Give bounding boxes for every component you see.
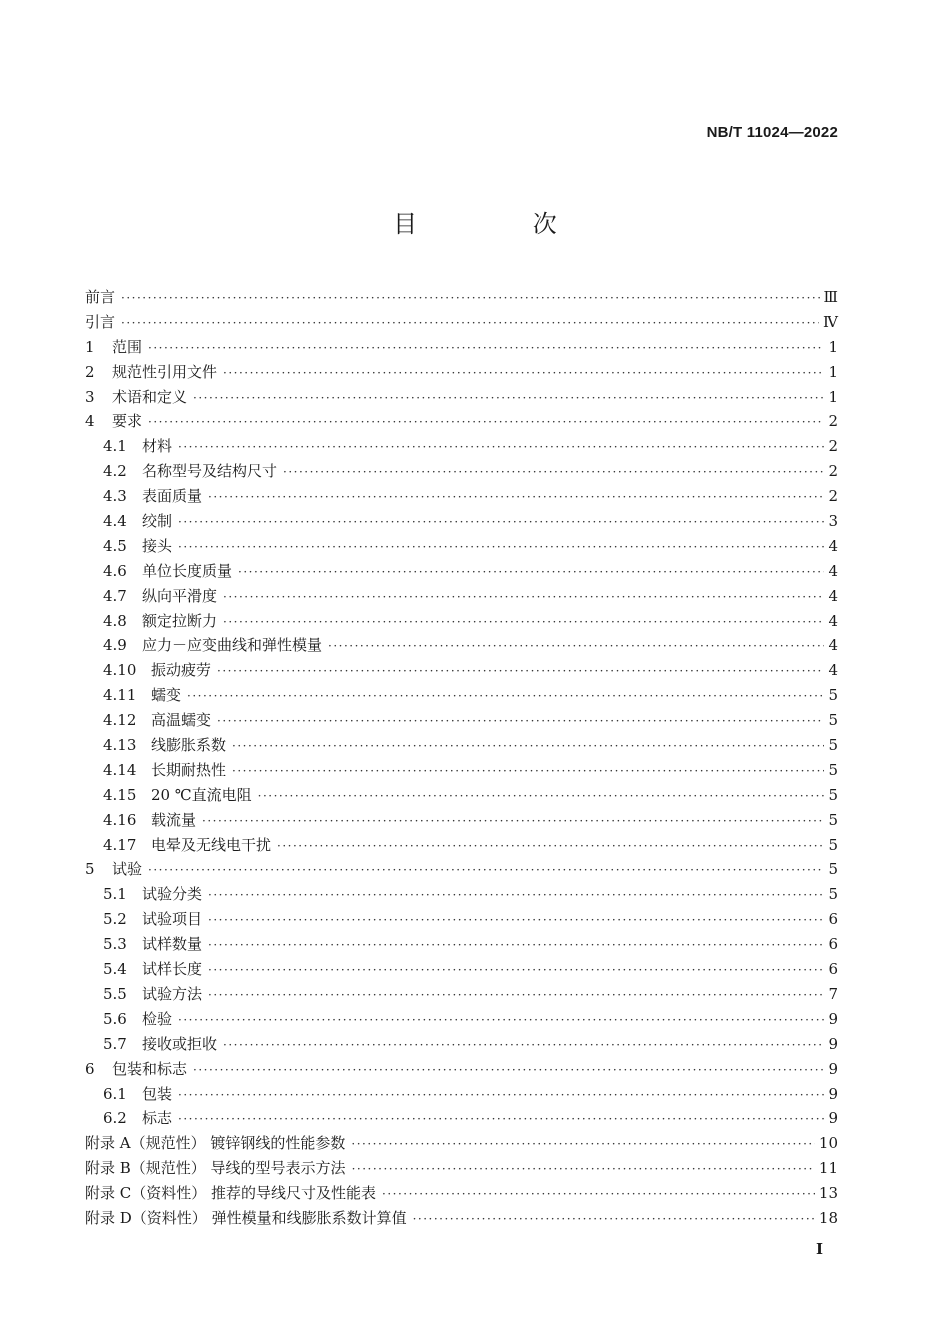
toc-leader-dots bbox=[148, 410, 824, 435]
toc-entry[interactable] bbox=[85, 1106, 838, 1131]
toc-entry[interactable] bbox=[85, 310, 838, 335]
toc-leader-dots bbox=[208, 485, 824, 510]
toc-entry[interactable] bbox=[85, 609, 838, 634]
toc-entry-page: 10 bbox=[818, 1134, 838, 1153]
toc-entry-page: 4 bbox=[828, 661, 838, 680]
toc-entry[interactable] bbox=[85, 683, 838, 708]
toc-entry-number: 4.14 bbox=[103, 760, 137, 779]
toc-entry-page: 4 bbox=[828, 636, 838, 655]
toc-entry-page: 2 bbox=[828, 487, 838, 506]
toc-entry-label: 包装 bbox=[142, 1084, 173, 1103]
toc-entry[interactable] bbox=[85, 335, 838, 360]
toc-entry-page: 5 bbox=[828, 785, 838, 804]
toc-entry[interactable] bbox=[85, 509, 838, 534]
toc-entry-page: 2 bbox=[828, 462, 838, 481]
toc-entry-number: 4.4 bbox=[103, 512, 127, 531]
toc-entry-label: 附录 B（规范性） 导线的型号表示方法 bbox=[85, 1159, 346, 1178]
toc-entry[interactable] bbox=[85, 409, 838, 434]
toc-entry-page: 9 bbox=[828, 1009, 838, 1028]
toc-leader-dots bbox=[121, 286, 820, 311]
toc-leader-dots bbox=[208, 933, 824, 958]
toc-entry-label: 绞制 bbox=[142, 512, 173, 531]
toc-entry-page: 5 bbox=[828, 885, 838, 904]
toc-entry-label: 附录 A（规范性） 镀锌钢线的性能参数 bbox=[85, 1134, 346, 1153]
toc-entry-label: 线膨胀系数 bbox=[151, 736, 227, 755]
toc-leader-dots bbox=[382, 1182, 815, 1207]
toc-entry-page: 2 bbox=[828, 412, 838, 431]
toc-entry-number: 5.7 bbox=[103, 1034, 127, 1053]
toc-entry-page: 3 bbox=[828, 512, 838, 531]
toc-entry-label: 附录 C（资料性） 推荐的导线尺寸及性能表 bbox=[85, 1184, 377, 1203]
toc-entry-number: 4.13 bbox=[103, 736, 137, 755]
toc-entry[interactable] bbox=[85, 385, 838, 410]
toc-entry-number: 4.1 bbox=[103, 437, 127, 456]
standard-code: NB/T 11024—2022 bbox=[706, 124, 838, 141]
toc-entry[interactable] bbox=[85, 1156, 838, 1181]
toc-entry-label: 应力－应变曲线和弹性模量 bbox=[142, 636, 323, 655]
toc-entry-page: 9 bbox=[828, 1059, 838, 1078]
toc-entry-page: 9 bbox=[828, 1034, 838, 1053]
toc-entry-label: 高温蠕变 bbox=[151, 711, 212, 730]
toc-entry-label: 标志 bbox=[142, 1109, 173, 1128]
toc-leader-dots bbox=[328, 634, 824, 659]
toc-leader-dots bbox=[351, 1132, 815, 1157]
page-number: I bbox=[816, 1240, 824, 1258]
toc-entry-number: 6.2 bbox=[103, 1109, 127, 1128]
toc-entry-label: 表面质量 bbox=[142, 487, 203, 506]
toc-leader-dots bbox=[193, 386, 824, 411]
toc-entry-number: 4.3 bbox=[103, 487, 127, 506]
toc-entry[interactable] bbox=[85, 459, 838, 484]
toc-entry[interactable] bbox=[85, 733, 838, 758]
toc-entry-number: 5.2 bbox=[103, 910, 127, 929]
toc-entry[interactable] bbox=[85, 1131, 838, 1156]
toc-entry[interactable] bbox=[85, 808, 838, 833]
toc-entry-number: 4.11 bbox=[103, 686, 137, 705]
toc-entry-label: 试验 bbox=[112, 860, 143, 879]
toc-entry-number: 3 bbox=[85, 387, 95, 406]
toc-entry-page: Ⅳ bbox=[823, 312, 838, 331]
table-of-contents bbox=[85, 285, 838, 1231]
toc-leader-dots bbox=[223, 361, 824, 386]
toc-entry[interactable] bbox=[85, 1206, 838, 1231]
toc-leader-dots bbox=[178, 1083, 824, 1108]
toc-entry-label: 振动疲劳 bbox=[151, 661, 212, 680]
toc-entry-page: 4 bbox=[828, 611, 838, 630]
toc-entry-page: 6 bbox=[828, 935, 838, 954]
toc-entry-number: 4.9 bbox=[103, 636, 127, 655]
toc-entry-number: 5.5 bbox=[103, 984, 127, 1003]
toc-entry-page: 5 bbox=[828, 860, 838, 879]
toc-leader-dots bbox=[178, 435, 824, 460]
page-title: 目 次 bbox=[393, 210, 611, 238]
toc-entry-number: 4.17 bbox=[103, 835, 137, 854]
toc-entry-label: 包装和标志 bbox=[112, 1059, 188, 1078]
toc-leader-dots bbox=[223, 610, 824, 635]
toc-entry-page: 4 bbox=[828, 586, 838, 605]
toc-leader-dots bbox=[277, 834, 824, 859]
toc-leader-dots bbox=[148, 858, 824, 883]
toc-entry-number: 4.5 bbox=[103, 536, 127, 555]
toc-entry-number: 5.3 bbox=[103, 935, 127, 954]
toc-entry-label: 材料 bbox=[142, 437, 173, 456]
toc-entry[interactable] bbox=[85, 882, 838, 907]
toc-entry-label: 试样长度 bbox=[142, 960, 203, 979]
toc-entry-label: 接收或拒收 bbox=[142, 1034, 218, 1053]
toc-entry-number: 4.16 bbox=[103, 810, 137, 829]
toc-leader-dots bbox=[202, 809, 824, 834]
toc-entry-page: 1 bbox=[828, 337, 838, 356]
toc-entry-label: 长期耐热性 bbox=[151, 760, 227, 779]
toc-entry[interactable] bbox=[85, 1057, 838, 1082]
toc-entry-label: 附录 D（资料性） 弹性模量和线膨胀系数计算值 bbox=[85, 1208, 407, 1227]
toc-leader-dots bbox=[232, 759, 824, 784]
toc-leader-dots bbox=[178, 1008, 824, 1033]
toc-entry-number: 5 bbox=[85, 860, 95, 879]
toc-entry-page: 5 bbox=[828, 736, 838, 755]
toc-entry-label: 范围 bbox=[112, 337, 143, 356]
toc-leader-dots bbox=[238, 560, 824, 585]
toc-leader-dots bbox=[148, 336, 824, 361]
toc-entry-page: 5 bbox=[828, 760, 838, 779]
toc-entry-label: 术语和定义 bbox=[112, 387, 188, 406]
toc-entry-label: 规范性引用文件 bbox=[112, 362, 218, 381]
toc-leader-dots bbox=[208, 983, 824, 1008]
toc-leader-dots bbox=[217, 709, 824, 734]
toc-entry-label: 试验项目 bbox=[142, 910, 203, 929]
toc-entry[interactable] bbox=[85, 534, 838, 559]
toc-entry[interactable] bbox=[85, 360, 838, 385]
toc-leader-dots bbox=[208, 958, 824, 983]
toc-entry-number: 4.10 bbox=[103, 661, 137, 680]
toc-entry-label: 前言 bbox=[85, 288, 116, 306]
toc-entry-label: 要求 bbox=[112, 412, 143, 431]
toc-leader-dots bbox=[178, 510, 824, 535]
toc-entry-label: 接头 bbox=[142, 536, 173, 555]
toc-entry-label: 试验方法 bbox=[142, 984, 203, 1003]
toc-entry[interactable] bbox=[85, 1007, 838, 1032]
toc-leader-dots bbox=[232, 734, 824, 759]
toc-entry-number: 6.1 bbox=[103, 1084, 127, 1103]
toc-entry-page: 13 bbox=[818, 1184, 838, 1203]
toc-entry-label: 载流量 bbox=[151, 810, 197, 829]
toc-entry-page: 1 bbox=[828, 362, 838, 381]
toc-entry[interactable] bbox=[85, 1032, 838, 1057]
toc-entry[interactable] bbox=[85, 932, 838, 957]
toc-entry-page: 5 bbox=[828, 686, 838, 705]
toc-entry[interactable] bbox=[85, 658, 838, 683]
toc-entry-number: 4.2 bbox=[103, 462, 127, 481]
toc-entry-page: 5 bbox=[828, 711, 838, 730]
toc-leader-dots bbox=[352, 1157, 815, 1182]
toc-entry[interactable] bbox=[85, 1082, 838, 1107]
toc-leader-dots bbox=[217, 659, 824, 684]
toc-leader-dots bbox=[193, 1058, 824, 1083]
toc-leader-dots bbox=[223, 585, 824, 610]
toc-leader-dots bbox=[208, 908, 824, 933]
toc-entry-label: 试样数量 bbox=[142, 935, 203, 954]
toc-entry-label: 电晕及无线电干扰 bbox=[151, 835, 272, 854]
toc-entry[interactable] bbox=[85, 285, 838, 310]
toc-entry[interactable] bbox=[85, 559, 838, 584]
toc-entry-page: 7 bbox=[828, 984, 838, 1003]
toc-entry[interactable] bbox=[85, 1181, 838, 1206]
toc-entry[interactable] bbox=[85, 484, 838, 509]
toc-entry-number: 1 bbox=[85, 337, 95, 356]
toc-entry-number: 4 bbox=[85, 412, 95, 431]
toc-entry-number: 5.1 bbox=[103, 885, 127, 904]
toc-entry-page: 2 bbox=[828, 437, 838, 456]
toc-entry-page: 6 bbox=[828, 910, 838, 929]
toc-entry-label: 试验分类 bbox=[142, 885, 203, 904]
toc-entry-label: 检验 bbox=[142, 1009, 173, 1028]
toc-entry-page: 9 bbox=[828, 1084, 838, 1103]
toc-leader-dots bbox=[223, 1033, 824, 1058]
toc-entry-number: 6 bbox=[85, 1059, 95, 1078]
toc-entry[interactable] bbox=[85, 584, 838, 609]
toc-entry[interactable] bbox=[85, 758, 838, 783]
toc-leader-dots bbox=[208, 883, 824, 908]
toc-leader-dots bbox=[283, 460, 824, 485]
toc-entry-number: 5.4 bbox=[103, 960, 127, 979]
toc-entry-page: 4 bbox=[828, 536, 838, 555]
toc-entry[interactable] bbox=[85, 633, 838, 658]
toc-leader-dots bbox=[413, 1207, 815, 1232]
toc-leader-dots bbox=[178, 535, 824, 560]
toc-entry-number: 4.12 bbox=[103, 711, 137, 730]
toc-entry[interactable] bbox=[85, 434, 838, 459]
toc-entry-number: 4.7 bbox=[103, 586, 127, 605]
toc-entry-number: 4.6 bbox=[103, 561, 127, 580]
toc-entry-page: 5 bbox=[828, 810, 838, 829]
toc-entry[interactable] bbox=[85, 833, 838, 858]
toc-entry[interactable] bbox=[85, 857, 838, 882]
toc-entry-label: 蠕变 bbox=[151, 686, 182, 705]
toc-entry-page: 11 bbox=[818, 1159, 838, 1178]
toc-entry-label: 20 ℃直流电阻 bbox=[151, 785, 252, 804]
toc-entry-number: 4.15 bbox=[103, 785, 137, 804]
toc-entry-number: 4.8 bbox=[103, 611, 127, 630]
toc-entry-page: 4 bbox=[828, 561, 838, 580]
toc-entry[interactable] bbox=[85, 783, 838, 808]
toc-entry-label: 引言 bbox=[85, 312, 116, 331]
toc-leader-dots bbox=[121, 311, 819, 336]
toc-entry-number: 5.6 bbox=[103, 1009, 127, 1028]
toc-entry-number: 2 bbox=[85, 362, 95, 381]
toc-leader-dots bbox=[258, 784, 824, 809]
toc-entry-page: Ⅲ bbox=[823, 288, 838, 306]
toc-entry-page: 1 bbox=[828, 387, 838, 406]
toc-entry-page: 9 bbox=[828, 1109, 838, 1128]
toc-leader-dots bbox=[187, 684, 824, 709]
toc-entry-page: 6 bbox=[828, 960, 838, 979]
toc-entry-label: 额定拉断力 bbox=[142, 611, 218, 630]
toc-entry-page: 5 bbox=[828, 835, 838, 854]
toc-entry[interactable] bbox=[85, 982, 838, 1007]
toc-entry[interactable] bbox=[85, 907, 838, 932]
toc-entry[interactable] bbox=[85, 708, 838, 733]
toc-entry-page: 18 bbox=[818, 1208, 838, 1227]
toc-entry[interactable] bbox=[85, 957, 838, 982]
toc-entry-label: 名称型号及结构尺寸 bbox=[142, 462, 278, 481]
toc-leader-dots bbox=[178, 1107, 824, 1132]
toc-entry-label: 单位长度质量 bbox=[142, 561, 233, 580]
toc-entry-label: 纵向平滑度 bbox=[142, 586, 218, 605]
